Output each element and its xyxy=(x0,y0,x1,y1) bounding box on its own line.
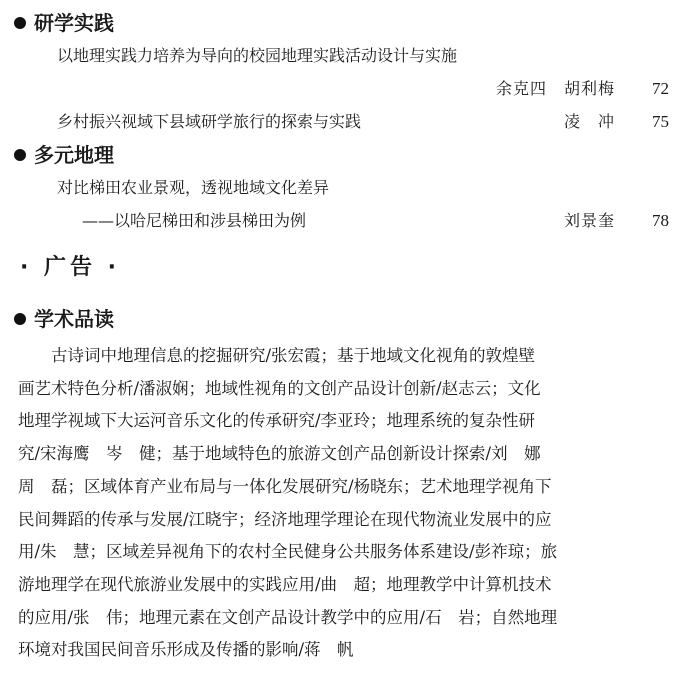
paragraph-line: 究/宋海鹰 岑 健；基于地域特色的旅游文创产品创新设计探索/刘 娜 xyxy=(18,444,541,464)
paragraph-line: 周 磊；区域体育产业布局与一体化发展研究/杨晓东；艺术地理学视角下 xyxy=(18,476,552,496)
bullet-icon xyxy=(14,17,26,29)
paragraph-line: 环境对我国民间音乐形成及传播的影响/蒋 帆 xyxy=(18,640,354,660)
entry-authors: 凌 冲 xyxy=(563,112,615,131)
paragraph-line: 的应用/张 伟；地理元素在文创产品设计教学中的应用/石 岩；自然地理 xyxy=(18,607,558,627)
section-heading-text: 学术品读 xyxy=(34,307,114,331)
entry-authors: 刘景奎 xyxy=(563,211,615,230)
section-heading-academic-reading xyxy=(14,305,114,333)
section-heading-text: 多元地理 xyxy=(34,143,114,167)
entry-title[interactable]: 对比梯田农业景观，透视地域文化差异 xyxy=(57,178,330,197)
paragraph-line: 民间舞蹈的传承与发展/江晓宇；经济地理学理论在现代物流业发展中的应 xyxy=(18,509,552,529)
entry-title[interactable]: 乡村振兴视域下县域研学旅行的探索与实践 xyxy=(57,112,362,131)
bullet-icon xyxy=(14,313,26,325)
section-heading-text: 研学实践 xyxy=(34,11,114,35)
paragraph-line: 地理学视域下大运河音乐文化的传承研究/李亚玲；地理系统的复杂性研 xyxy=(18,411,536,431)
entry-authors: 余克四 胡利梅 xyxy=(495,79,615,98)
paragraph-line: 游地理学在现代旅游业发展中的实践应用/曲 超；地理教学中计算机技术 xyxy=(18,574,552,594)
entry-title[interactable]: 以地理实践力培养为导向的校园地理实践活动设计与实施 xyxy=(57,46,458,65)
ad-heading: · 广告 · xyxy=(20,255,121,280)
paragraph-line: 古诗词中地理信息的挖掘研究/张宏霞；基于地域文化视角的敦煌壁 xyxy=(18,346,536,365)
paragraph-line: 画艺术特色分析/潘淑娴；地域性视角的文创产品设计创新/赵志云；文化 xyxy=(18,378,541,398)
section-heading-research-practice xyxy=(14,9,114,37)
paragraph-line: 用/朱 慧；区域差异视角下的农村全民健身公共服务体系建设/彭祚琼；旅 xyxy=(18,542,558,562)
section-heading-diverse-geography xyxy=(14,141,114,169)
entry-page-number: 78 xyxy=(652,211,669,230)
entry-page-number: 72 xyxy=(652,79,669,98)
entry-subtitle: ——以哈尼梯田和涉县梯田为例 xyxy=(82,211,307,230)
bullet-icon xyxy=(14,149,26,161)
entry-page-number: 75 xyxy=(652,112,669,131)
reading-paragraph xyxy=(18,340,670,667)
